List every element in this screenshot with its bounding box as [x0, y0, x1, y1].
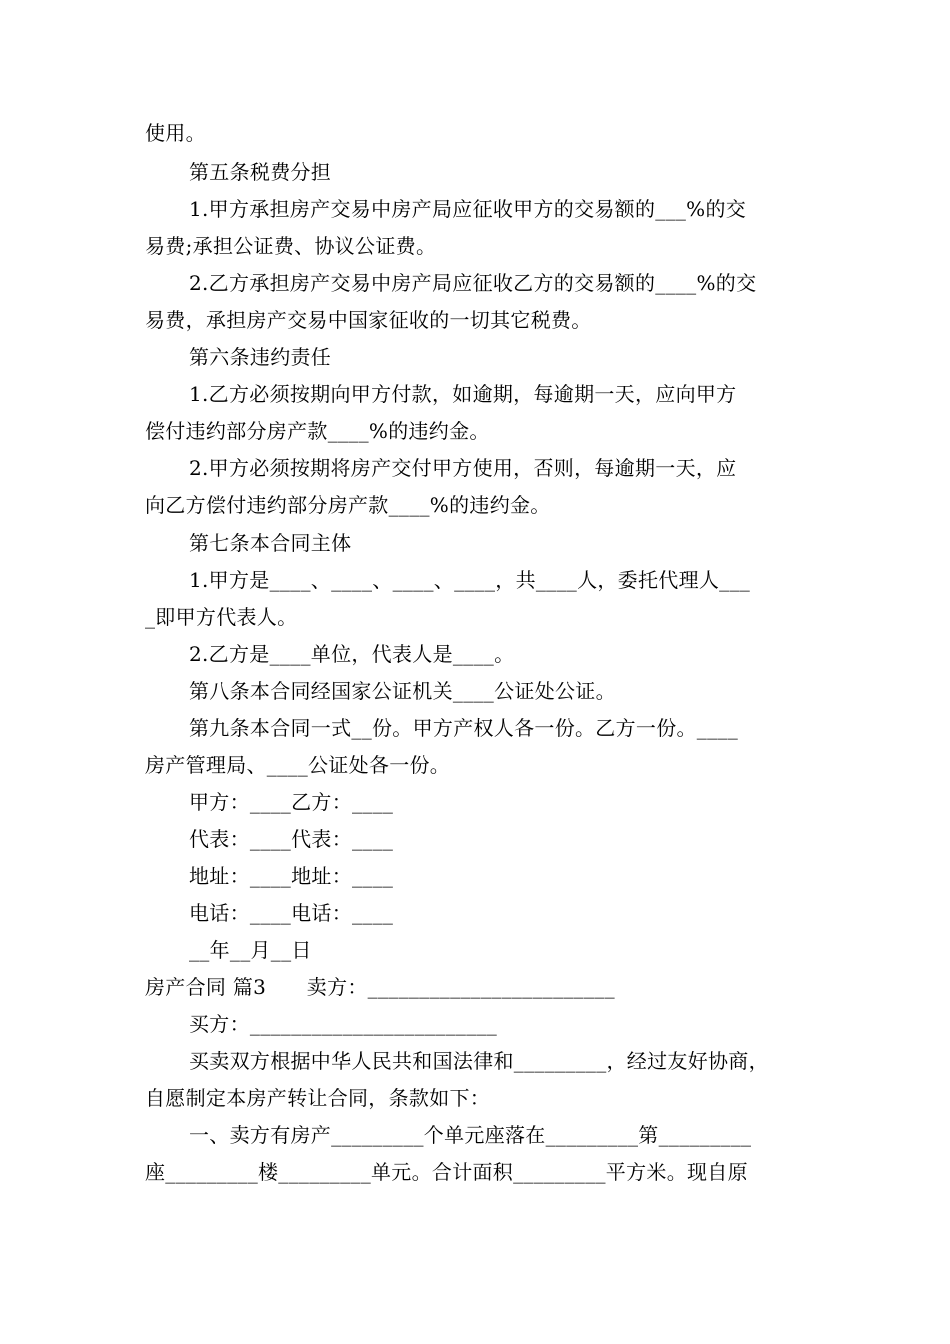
text-line: 1.甲方是____、____、____、____，共____人，委托代理人___ — [189, 568, 751, 592]
text-line: 房产管理局、____公证处各一份。 — [145, 753, 451, 777]
signature-line: 代表：____代表：____ — [189, 827, 394, 851]
text-line: 买卖双方根据中华人民共和国法律和_________，经过友好协商， — [189, 1049, 769, 1073]
text-line: 偿付违约部分房产款____%的违约金。 — [145, 419, 490, 443]
text-line: 第八条本合同经国家公证机关____公证处公证。 — [189, 679, 616, 703]
text-line: 2.乙方承担房产交易中房产局应征收乙方的交易额的____%的交 — [189, 271, 757, 295]
signature-line: 电话：____电话：____ — [189, 901, 394, 925]
section-heading: 第六条违约责任 — [189, 345, 332, 369]
text-line: 一、卖方有房产_________个单元座落在_________第_________ — [189, 1123, 752, 1147]
section-heading: 第七条本合同主体 — [189, 531, 352, 555]
text-line: 第九条本合同一式__份。甲方产权人各一份。乙方一份。____ — [189, 716, 738, 740]
text-line: 1.甲方承担房产交易中房产局应征收甲方的交易额的___%的交 — [189, 197, 747, 221]
text-line: 易费;承担公证费、协议公证费。 — [145, 234, 437, 258]
signature-line: 甲方：____乙方：____ — [189, 790, 394, 814]
text-line: 1.乙方必须按期向甲方付款，如逾期，每逾期一天，应向甲方 — [189, 382, 737, 406]
buyer-line: 买方：________________________ — [189, 1012, 498, 1036]
contract-title-line: 房产合同 篇3 卖方：________________________ — [145, 975, 615, 999]
text-line: 自愿制定本房产转让合同，条款如下： — [145, 1086, 491, 1110]
text-line: 座_________楼_________单元。合计面积_________平方米。现自原 — [145, 1160, 748, 1184]
text-line: 向乙方偿付违约部分房产款____%的违约金。 — [145, 493, 551, 517]
text-line: _即甲方代表人。 — [145, 605, 298, 629]
text-line: 易费，承担房产交易中国家征收的一切其它税费。 — [145, 308, 592, 332]
text-line: 使用。 — [145, 121, 206, 145]
section-heading: 第五条税费分担 — [189, 160, 332, 184]
date-line: __年__月__日 — [189, 938, 312, 962]
text-line: 2.甲方必须按期将房产交付甲方使用，否则，每逾期一天，应 — [189, 456, 737, 480]
signature-line: 地址：____地址：____ — [189, 864, 394, 888]
text-line: 2.乙方是____单位，代表人是____。 — [189, 642, 515, 666]
